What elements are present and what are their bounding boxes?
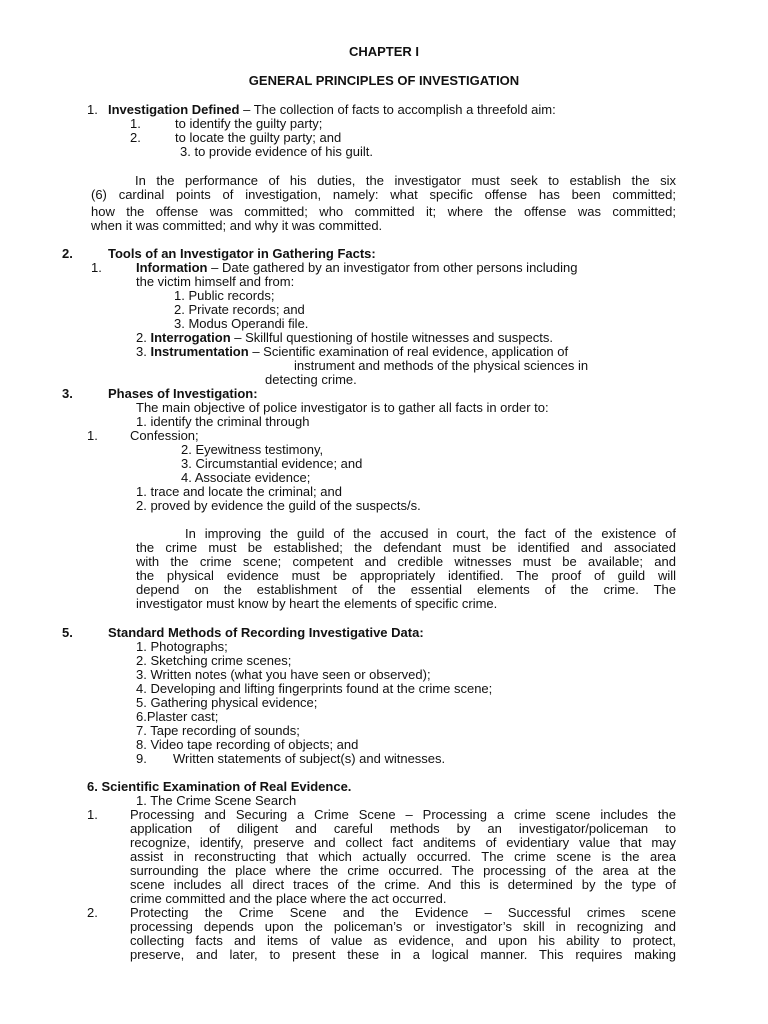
list-item: 4. Developing and lifting fingerprints found at the crime scene; [136, 681, 493, 696]
list-number: 1. [130, 116, 141, 131]
paragraph-line: crime committed and the place where the act occurred. [130, 891, 447, 906]
list-item: 7. Tape recording of sounds; [136, 723, 300, 738]
list-number: 1. [87, 428, 98, 443]
paragraph-line: surrounding the place where the crime occurred. The processing of the area at the [130, 863, 676, 878]
section-line [108, 103, 556, 117]
list-number: 1. [91, 260, 102, 275]
list-item: to identify the guilty party; [175, 116, 323, 131]
paragraph-line: with the crime scene; competent and credible witnesses must be available; and [136, 554, 676, 569]
list-item: 8. Video tape recording of objects; and [136, 737, 359, 752]
list-item: to locate the guilty party; and [175, 130, 342, 145]
section-heading: Phases of Investigation: [108, 386, 258, 401]
section-heading: Standard Methods of Recording Investigative Data: [108, 625, 424, 640]
sub-list-item: 3. Modus Operandi file. [174, 316, 309, 331]
definition: – Date gathered by an investigator from other persons including [207, 260, 578, 275]
list-number: 1. [87, 807, 98, 822]
list-item: 6.Plaster cast; [136, 709, 219, 724]
list-item [136, 345, 568, 359]
list-number: 2. [130, 130, 141, 145]
paragraph-line: when it was committed; and why it was committed. [91, 218, 383, 233]
list-item-continuation: detecting crime. [265, 372, 357, 387]
list-item-continuation: instrument and methods of the physical sciences in [294, 358, 589, 373]
list-item: 2. proved by evidence the guild of the suspects/s. [136, 498, 421, 513]
paragraph-line: application of diligent and careful methods by an investigator/policeman to [130, 821, 676, 836]
list-item: 5. Gathering physical evidence; [136, 695, 318, 710]
section-heading: 6. Scientific Examination of Real Evidence. [87, 779, 352, 794]
list-item [136, 261, 578, 275]
paragraph-line: In improving the guild of the accused in court, the fact of the existence of [185, 526, 676, 541]
list-item: 2. Sketching crime scenes; [136, 653, 292, 668]
list-item: 3. to provide evidence of his guilt. [180, 144, 373, 159]
list-number: 9. [136, 751, 147, 766]
paragraph-line: depend on the establishment of the essential elements of the crime. The [136, 582, 676, 597]
list-number: 3. [136, 344, 147, 359]
paragraph-line: scene includes all direct traces of the crime. And this is determined by the type of [130, 877, 676, 892]
sub-list-item: 2. Private records; and [174, 302, 305, 317]
list-number: 2. [136, 330, 147, 345]
paragraph-line: Processing and Securing a Crime Scene – Processing a crime scene includes the [130, 807, 676, 822]
section-number: 5. [62, 625, 73, 640]
list-item: 1. identify the criminal through [136, 414, 310, 429]
paragraph-line: how the offense was committed; who committed it; where the offense was committed; [91, 204, 676, 219]
paragraph-line: the physical evidence must be appropriately identified. The proof of guild will [136, 568, 676, 583]
paragraph-line: the crime must be established; the defendant must be identified and associated [136, 540, 676, 555]
sub-heading: 1. The Crime Scene Search [136, 793, 297, 808]
paragraph-line: (6) cardinal points of investigation, namely: what specific offense has been committed; [91, 187, 676, 202]
list-item: 1. trace and locate the criminal; and [136, 484, 342, 499]
sub-list-item: 2. Eyewitness testimony, [181, 442, 324, 457]
section-heading: Tools of an Investigator in Gathering Facts: [108, 246, 376, 261]
section-number: 2. [62, 246, 73, 261]
list-item: 3. Written notes (what you have seen or observed); [136, 667, 431, 682]
paragraph-line: In the performance of his duties, the investigator must seek to establish the six [135, 173, 676, 188]
definition: – Scientific examination of real evidence, application of [248, 344, 569, 359]
section-intro: – The collection of facts to accomplish a threefold aim: [239, 102, 556, 117]
list-item: Confession; [130, 428, 199, 443]
section-number: 3. [62, 386, 73, 401]
list-item: Written statements of subject(s) and witnesses. [173, 751, 446, 766]
section-number: 1. [87, 102, 98, 117]
text-line: The main objective of police investigator is to gather all facts in order to: [136, 400, 549, 415]
term: Information [136, 260, 208, 275]
list-item [136, 331, 553, 345]
paragraph-line: assist in reconstructing that which actually occurred. The crime scene is the area [130, 849, 676, 864]
paragraph-line: recognize, identify, preserve and collect fact anditems of evidentiary value that may [130, 835, 676, 850]
list-item: 1. Photographs; [136, 639, 228, 654]
definition: – Skillful questioning of hostile witnesses and suspects. [230, 330, 553, 345]
section-heading: Investigation Defined [108, 102, 240, 117]
main-title: GENERAL PRINCIPLES OF INVESTIGATION [248, 73, 520, 88]
paragraph-line: Protecting the Crime Scene and the Evidence – Successful crimes scene [130, 905, 676, 920]
list-item-continuation: the victim himself and from: [136, 274, 295, 289]
paragraph-line: collecting facts and items of value as evidence, and upon his ability to protect, [130, 933, 676, 948]
list-number: 2. [87, 905, 98, 920]
term: Interrogation [150, 330, 231, 345]
paragraph-line: investigator must know by heart the elements of specific crime. [136, 596, 498, 611]
paragraph-line: preserve, and later, to present these in a logical manner. This requires making [130, 947, 676, 962]
sub-list-item: 1. Public records; [174, 288, 275, 303]
chapter-title: CHAPTER I [348, 44, 420, 59]
term: Instrumentation [150, 344, 249, 359]
paragraph-line: processing depends upon the policeman’s or investigator’s skill in recognizing and [130, 919, 676, 934]
sub-list-item: 4. Associate evidence; [181, 470, 311, 485]
sub-list-item: 3. Circumstantial evidence; and [181, 456, 363, 471]
